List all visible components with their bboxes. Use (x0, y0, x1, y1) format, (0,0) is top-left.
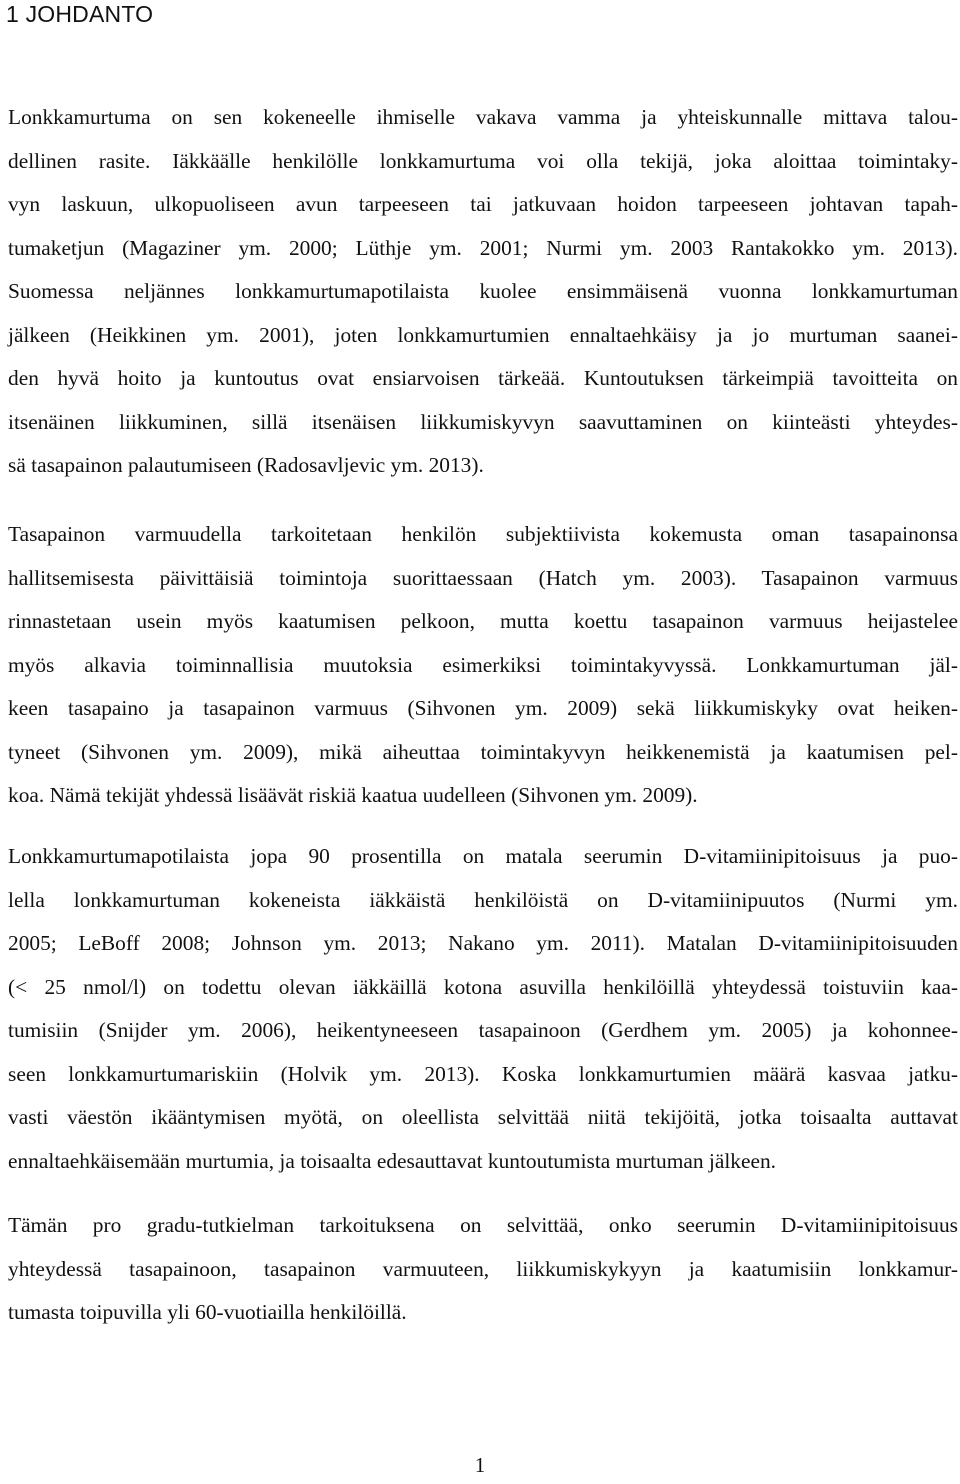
text-line: hallitsemisesta päivittäisiä toimintoja suorittaessaan (Hatch ym. 2003). Tasapainon varmuus (8, 565, 958, 590)
paragraph-balance-confidence (8, 513, 958, 818)
text-line: den hyvä hoito ja kuntoutus ovat ensiarvoisen tärkeää. Kuntoutuksen tärkeimpiä tavoitteita on (8, 366, 958, 390)
text-line: (< 25 nmol/l) on todettu olevan iäkkäillä kotona asuvilla henkilöillä yhteydessä toistuviin kaa- (8, 974, 958, 999)
paragraph-introduction (8, 96, 958, 488)
text-line: seen lonkkamurtumariskiin (Holvik ym. 2013). Koska lonkkamurtumien määrä kasvaa jatku- (8, 1061, 958, 1086)
text-line: koa. Nämä tekijät yhdessä lisäävät riskiä kaatua uudelleen (Sihvonen ym. 2009). (8, 783, 698, 807)
paragraph-vitamin-d (8, 835, 958, 1183)
text-line: dellinen rasite. Iäkkäälle henkilölle lonkkamurtuma voi olla tekijä, joka aloittaa toimintaky- (8, 148, 958, 173)
text-line: vyn laskuun, ulkopuoliseen avun tarpeeseen tai jatkuvaan hoidon tarpeeseen johtavan tapah- (8, 192, 958, 216)
text-line: Tämän pro gradu-tutkielman tarkoituksena on selvittää, onko seerumin D-vitamiinipitoisuus (8, 1213, 958, 1237)
paragraph-study-aim (8, 1204, 958, 1335)
text-line: tyneet (Sihvonen ym. 2009), mikä aiheuttaa toimintakyvyn heikkenemistä ja kaatumisen pel- (8, 739, 958, 764)
text-line: Tasapainon varmuudella tarkoitetaan henkilön subjektiivista kokemusta oman tasapainonsa (8, 522, 958, 546)
text-line: tumasta toipuvilla yli 60-vuotiailla henkilöillä. (8, 1300, 407, 1324)
text-line: tumisiin (Snijder ym. 2006), heikentyneeseen tasapainoon (Gerdhem ym. 2005) ja kohonnee- (8, 1018, 958, 1042)
text-line: 2005; LeBoff 2008; Johnson ym. 2013; Nakano ym. 2011). Matalan D-vitamiinipitoisuuden (8, 931, 958, 955)
text-line: Lonkkamurtuma on sen kokeneelle ihmiselle vakava vamma ja yhteiskunnalle mittava talou- (8, 105, 958, 129)
text-line: Lonkkamurtumapotilaista jopa 90 prosentilla on matala seerumin D-vitamiinipitoisuus ja puo- (8, 844, 958, 868)
section-heading: 1 JOHDANTO (6, 1, 154, 27)
text-line: yhteydessä tasapainoon, tasapainon varmuuteen, liikkumiskykyyn ja kaatumisiin lonkkamur- (8, 1256, 958, 1281)
text-line: lella lonkkamurtuman kokeneista iäkkäistä henkilöistä on D-vitamiinipuutos (Nurmi ym. (8, 887, 958, 912)
text-line: sä tasapainon palautumiseen (Radosavljevic ym. 2013). (8, 453, 484, 477)
text-line: Suomessa neljännes lonkkamurtumapotilaista kuolee ensimmäisenä vuonna lonkkamurtuman (8, 279, 958, 303)
text-line: itsenäinen liikkuminen, sillä itsenäisen liikkumiskyvyn saavuttaminen on kiinteästi yhteydes- (8, 409, 958, 434)
text-line: rinnastetaan usein myös kaatumisen pelkoon, mutta koettu tasapainon varmuus heijastelee (8, 609, 958, 633)
text-line: tumaketjun (Magaziner ym. 2000; Lüthje ym. 2001; Nurmi ym. 2003 Rantakokko ym. 2013). (8, 235, 958, 260)
text-line: ennaltaehkäisemään murtumia, ja toisaalta edesauttavat kuntoutumista murtuman jälkeen. (8, 1148, 777, 1173)
text-line: jälkeen (Heikkinen ym. 2001), joten lonkkamurtumien ennaltaehkäisy ja jo murtuman saanei- (8, 322, 958, 347)
page-number: 1 (474, 1453, 486, 1477)
text-line: myös alkavia toiminnallisia muutoksia esimerkiksi toimintakyvyssä. Lonkkamurtuman jäl- (8, 652, 958, 677)
text-line: keen tasapaino ja tasapainon varmuus (Sihvonen ym. 2009) sekä liikkumiskyky ovat heiken- (8, 696, 958, 720)
text-line: vasti väestön ikääntymisen myötä, on oleellista selvittää niitä tekijöitä, jotka toisaalta auttavat (8, 1105, 958, 1129)
